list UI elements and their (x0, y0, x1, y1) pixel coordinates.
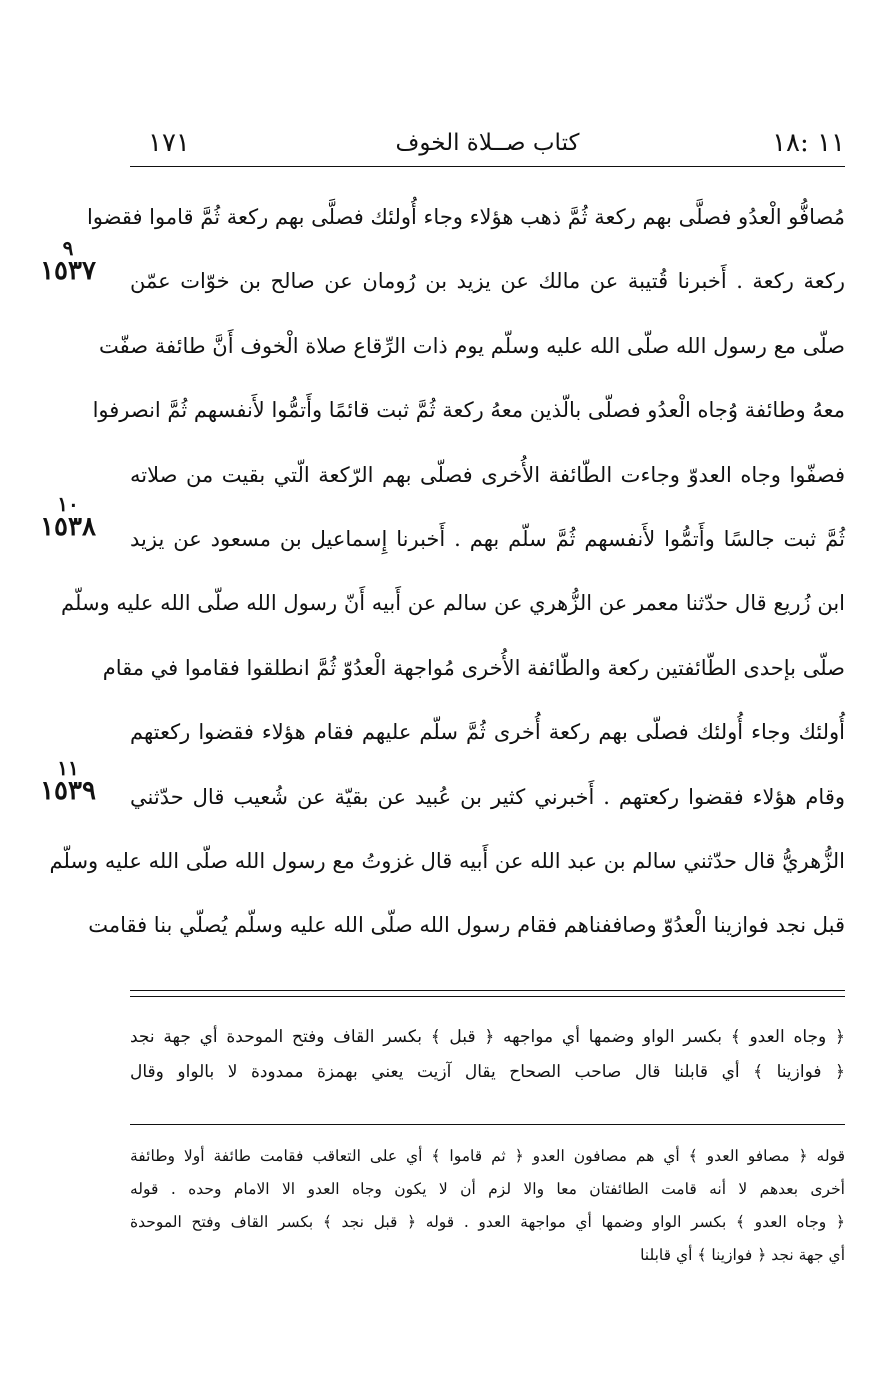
footnote-lower (130, 1140, 845, 1272)
footnote-line: قوله ﴿ مصافو العدو ﴾ أي هم مصافون العدو ﴿ ثم قاموا ﴾ أي على التعاقب فقامت طائفة أولا وطائفة (130, 1147, 845, 1165)
footnote-line: أخرى بعدهم لا أنه قامت الطائفتان معا والا لزم أن لا يكون وجاه العدو الا الامام وحده . قوله (130, 1180, 845, 1198)
hadith-number-chapter: ١١ (57, 756, 79, 780)
footnote-divider (130, 990, 845, 991)
footnote-line: ﴿ فوازينا ﴾ أي قابلنا قال صاحب الصحاح يقال آزيت يعني بهمزة ممدودة لا بالواو وقال (130, 1062, 845, 1082)
text-line: معهُ وطائفة وُجاه الْعدُو فصلّى بالّذين معهُ ركعة ثُمَّ ثبت قائمًا وأَتمُّوا لأَنفسهم ثُمَّ انصرفوا (92, 398, 845, 423)
footnote-divider (130, 996, 845, 997)
text-line: صلّى بإحدى الطّائفتين ركعة والطّائفة الأُخرى مُواجهة الْعدُوّ ثُمَّ انطلقوا فقاموا في مقام (102, 655, 845, 680)
text-line: ثُمَّ ثبت جالسًا وأَتمُّوا لأَنفسهم ثُمَّ سلّم بهم . أَخبرنا إِسماعيل بن مسعود عن يزيد (130, 526, 845, 551)
footnote-line: ﴿ وجاه العدو ﴾ بكسر الواو وضمها أي مواجهة العدو . قوله ﴿ قبل نجد ﴾ بكسر القاف وفتح الموحدة (130, 1213, 845, 1231)
footnote-line: ﴿ وجاه العدو ﴾ بكسر الواو وضمها أي مواجهه ﴿ قبل ﴾ بكسر القاف وفتح الموحدة أي جهة نجد (130, 1027, 845, 1047)
text-line: ابن زُريع قال حدّثنا معمر عن الزُّهري عن سالم عن أَبيه أَنّ رسول الله صلّى الله عليه وسلّم (61, 591, 845, 616)
header-rule (130, 166, 845, 167)
hadith-number-chapter: ٩ (62, 236, 74, 260)
page-number: ١٧١ (148, 128, 190, 158)
text-line: الزُّهريُّ قال حدّثني سالم بن عبد الله عن أَبيه قال غزوتُ مع رسول الله صلّى الله عليه وسلّم (49, 848, 845, 873)
text-line: ركعة ركعة . أَخبرنا قُتيبة عن مالك عن يزيد بن رُومان عن صالح بن خوّات عمّن (130, 269, 845, 294)
hadith-number (18, 238, 118, 284)
page-title: كتاب صــلاة الخوف (395, 130, 580, 156)
hadith-number-global: ١٥٣٨ (40, 512, 96, 542)
hadith-number-global: ١٥٣٩ (40, 776, 96, 806)
text-line: قبل نجد فوازينا الْعدُوّ وصاففناهم فقام رسول الله صلّى الله عليه وسلّم يُصلّي بنا فقامت (88, 913, 845, 938)
text-line: فصفّوا وجاه العدوّ وجاءت الطّائفة الأُخرى فصلّى بهم الرّكعة الّتي بقيت من صلاته (130, 462, 845, 487)
hadith-number (18, 494, 118, 540)
footnote-divider (130, 1124, 845, 1125)
hadith-number-chapter: ١٠ (57, 492, 79, 516)
footnote-upper (130, 1020, 845, 1090)
text-line: وقام هؤلاء فقضوا ركعتهم . أَخبرني كثير بن عُبيد عن بقيّة عن شُعيب قال حدّثني (130, 784, 845, 809)
hadith-number-global: ١٥٣٧ (40, 256, 96, 286)
page-header (130, 128, 845, 162)
hadith-number (18, 758, 118, 804)
text-line: مُصافُّو الْعدُو فصلَّى بهم ركعة ثُمَّ ذهب هؤلاء وجاء أُولئك فصلَّى بهم ركعة ثُمَّ قاموا فقضوا (86, 205, 845, 229)
text-line: صلّى مع رسول الله صلّى الله عليه وسلّم يوم ذات الرِّقاع صلاة الْخوف أَنَّ طائفة صفّت (99, 333, 845, 358)
chapter-reference: ١١ :١٨ (772, 128, 845, 158)
text-line: أُولئك وجاء أُولئك فصلّى بهم ركعة أُخرى ثُمَّ سلّم عليهم فقام هؤلاء فقضوا ركعتهم (130, 720, 845, 745)
footnote-line: أي جهة نجد ﴿ فوازينا ﴾ أي قابلنا (640, 1246, 845, 1264)
